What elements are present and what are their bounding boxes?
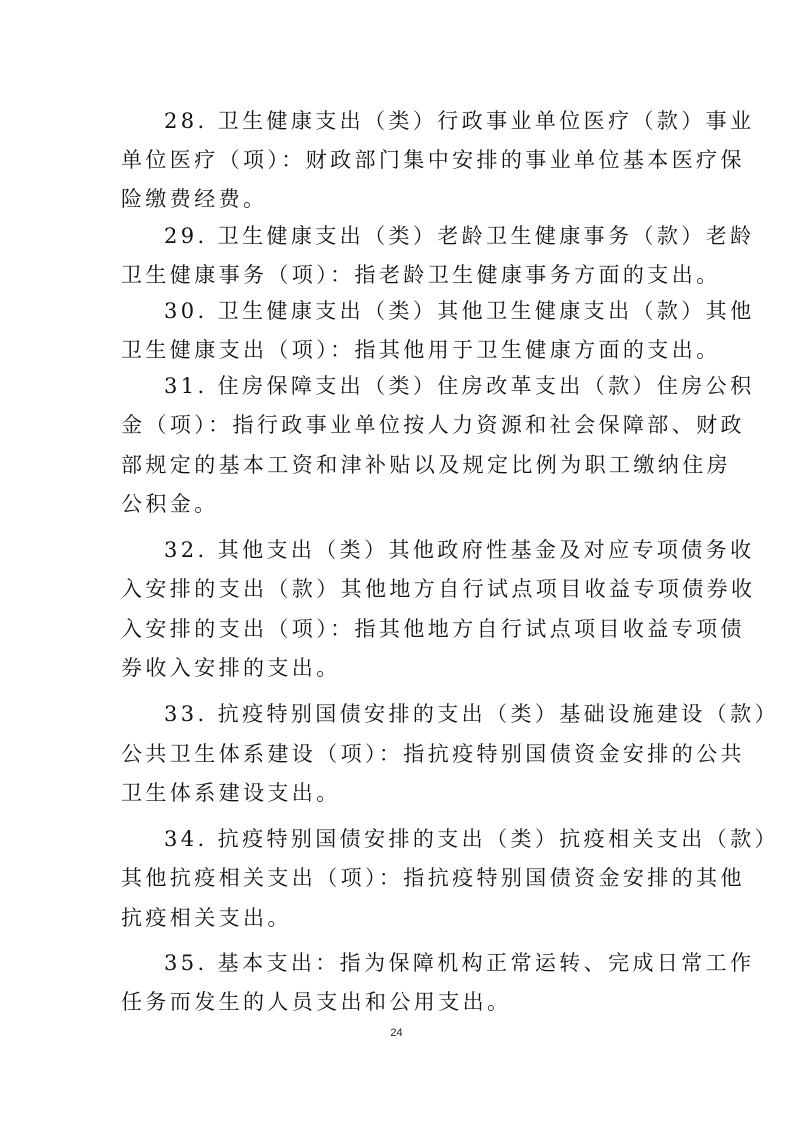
- para-32-line-2: 入安排的支出（款）其他地方自行试点项目收益专项债券收: [121, 577, 756, 601]
- para-35-line-1: 35. 基本支出：指为保障机构正常运转、完成日常工作: [164, 951, 755, 975]
- para-31-line-2: 金（项）：指行政事业单位按人力资源和社会保障部、财政: [121, 413, 745, 437]
- para-28-line-2: 单位医疗（项）：财政部门集中安排的事业单位基本医疗保: [121, 148, 745, 172]
- para-34-line-2: 其他抗疫相关支出（项）：指抗疫特别国债资金安排的其他: [121, 866, 745, 890]
- para-30-line-2: 卫生健康支出（项）：指其他用于卫生健康方面的支出。: [121, 338, 721, 362]
- para-34-line-3: 抗疫相关支出。: [121, 906, 292, 930]
- para-32-line-1: 32. 其他支出（类）其他政府性基金及对应专项债务收: [164, 538, 755, 562]
- para-31-line-4: 公积金。: [121, 492, 219, 516]
- para-34-line-1: 34. 抗疫特别国债安排的支出（类）抗疫相关支出（款）: [164, 827, 779, 851]
- para-29-line-1: 29. 卫生健康支出（类）老龄卫生健康事务（款）老龄: [164, 224, 755, 248]
- para-35-line-2: 任务而发生的人员支出和公用支出。: [121, 990, 512, 1014]
- para-31-line-1: 31. 住房保障支出（类）住房改革支出（款）住房公积: [164, 374, 755, 398]
- para-28-line-3: 险缴费经费。: [121, 187, 268, 211]
- para-33-line-2: 公共卫生体系建设（项）：指抗疫特别国债资金安排的公共: [121, 742, 745, 766]
- para-33-line-1: 33. 抗疫特别国债安排的支出（类）基础设施建设（款）: [164, 702, 779, 726]
- para-30-line-1: 30. 卫生健康支出（类）其他卫生健康支出（款）其他: [164, 299, 755, 323]
- para-31-line-3: 部规定的基本工资和津补贴以及规定比例为职工缴纳住房: [121, 453, 731, 477]
- para-33-line-3: 卫生体系建设支出。: [121, 781, 341, 805]
- para-32-line-3: 入安排的支出（项）：指其他地方自行试点项目收益专项债: [121, 617, 745, 641]
- page-number: 24: [390, 1027, 403, 1039]
- para-32-line-4: 券收入安排的支出。: [121, 656, 341, 680]
- para-29-line-2: 卫生健康事务（项）：指老龄卫生健康事务方面的支出。: [121, 263, 721, 287]
- para-28-line-1: 28. 卫生健康支出（类）行政事业单位医疗（款）事业: [164, 109, 755, 133]
